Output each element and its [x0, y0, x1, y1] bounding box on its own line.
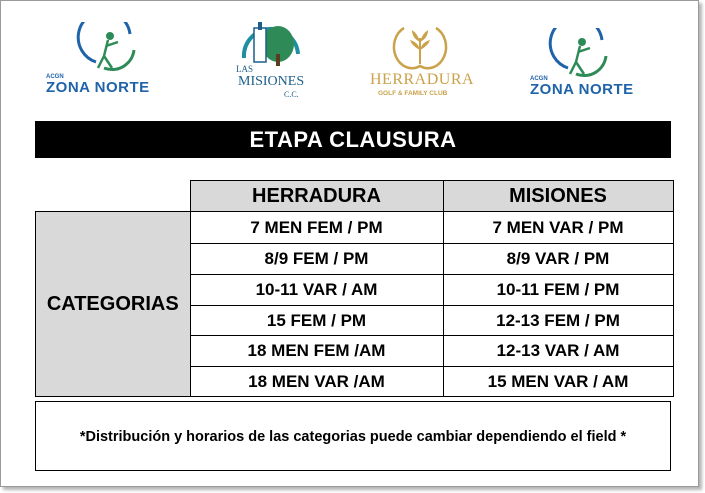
table-cell: 8/9 VAR / PM [443, 244, 673, 275]
table-cell: 10-11 FEM / PM [443, 275, 673, 306]
row-label-categorias: CATEGORIAS [36, 212, 191, 397]
misiones-line2: MISIONES [238, 74, 305, 89]
zona-norte-logo-left [44, 22, 169, 97]
table-cell: 18 MEN FEM /AM [190, 336, 443, 367]
col-header-herradura: HERRADURA [190, 181, 443, 212]
zona-norte-label: ZONA NORTE [46, 79, 150, 96]
table-cell: 18 MEN VAR /AM [190, 367, 443, 397]
zona-norte-label: ZONA NORTE [530, 81, 634, 98]
herradura-logo [368, 20, 473, 104]
misiones-line1: LAS [236, 64, 254, 74]
las-misiones-logo [232, 18, 307, 104]
misiones-line3: C.C. [284, 90, 299, 99]
empty-corner [36, 181, 191, 212]
table-cell: 15 MEN VAR / AM [443, 367, 673, 397]
zona-norte-logo-right [528, 28, 653, 103]
acgn-label: ACGN [46, 74, 64, 80]
table-cell: 7 MEN VAR / PM [443, 212, 673, 244]
table-cell: 7 MEN FEM / PM [190, 212, 443, 244]
schedule-table [35, 180, 674, 397]
table-cell: 12-13 VAR / AM [443, 336, 673, 367]
herradura-subtitle: GOLF & FAMILY CLUB [378, 90, 448, 97]
table-cell: 12-13 FEM / PM [443, 306, 673, 336]
col-header-misiones: MISIONES [443, 181, 673, 212]
disclaimer-note: *Distribución y horarios de las categorias puede cambiar dependiendo el field * [35, 401, 671, 471]
horseshoe-tree-icon [368, 20, 473, 70]
stage-title: ETAPA CLAUSURA [35, 121, 671, 158]
table-cell: 15 FEM / PM [190, 306, 443, 336]
herradura-name: HERRADURA [370, 71, 475, 88]
acgn-label: ACGN [530, 76, 548, 82]
table-cell: 10-11 VAR / AM [190, 275, 443, 306]
table-cell: 8/9 FEM / PM [190, 244, 443, 275]
